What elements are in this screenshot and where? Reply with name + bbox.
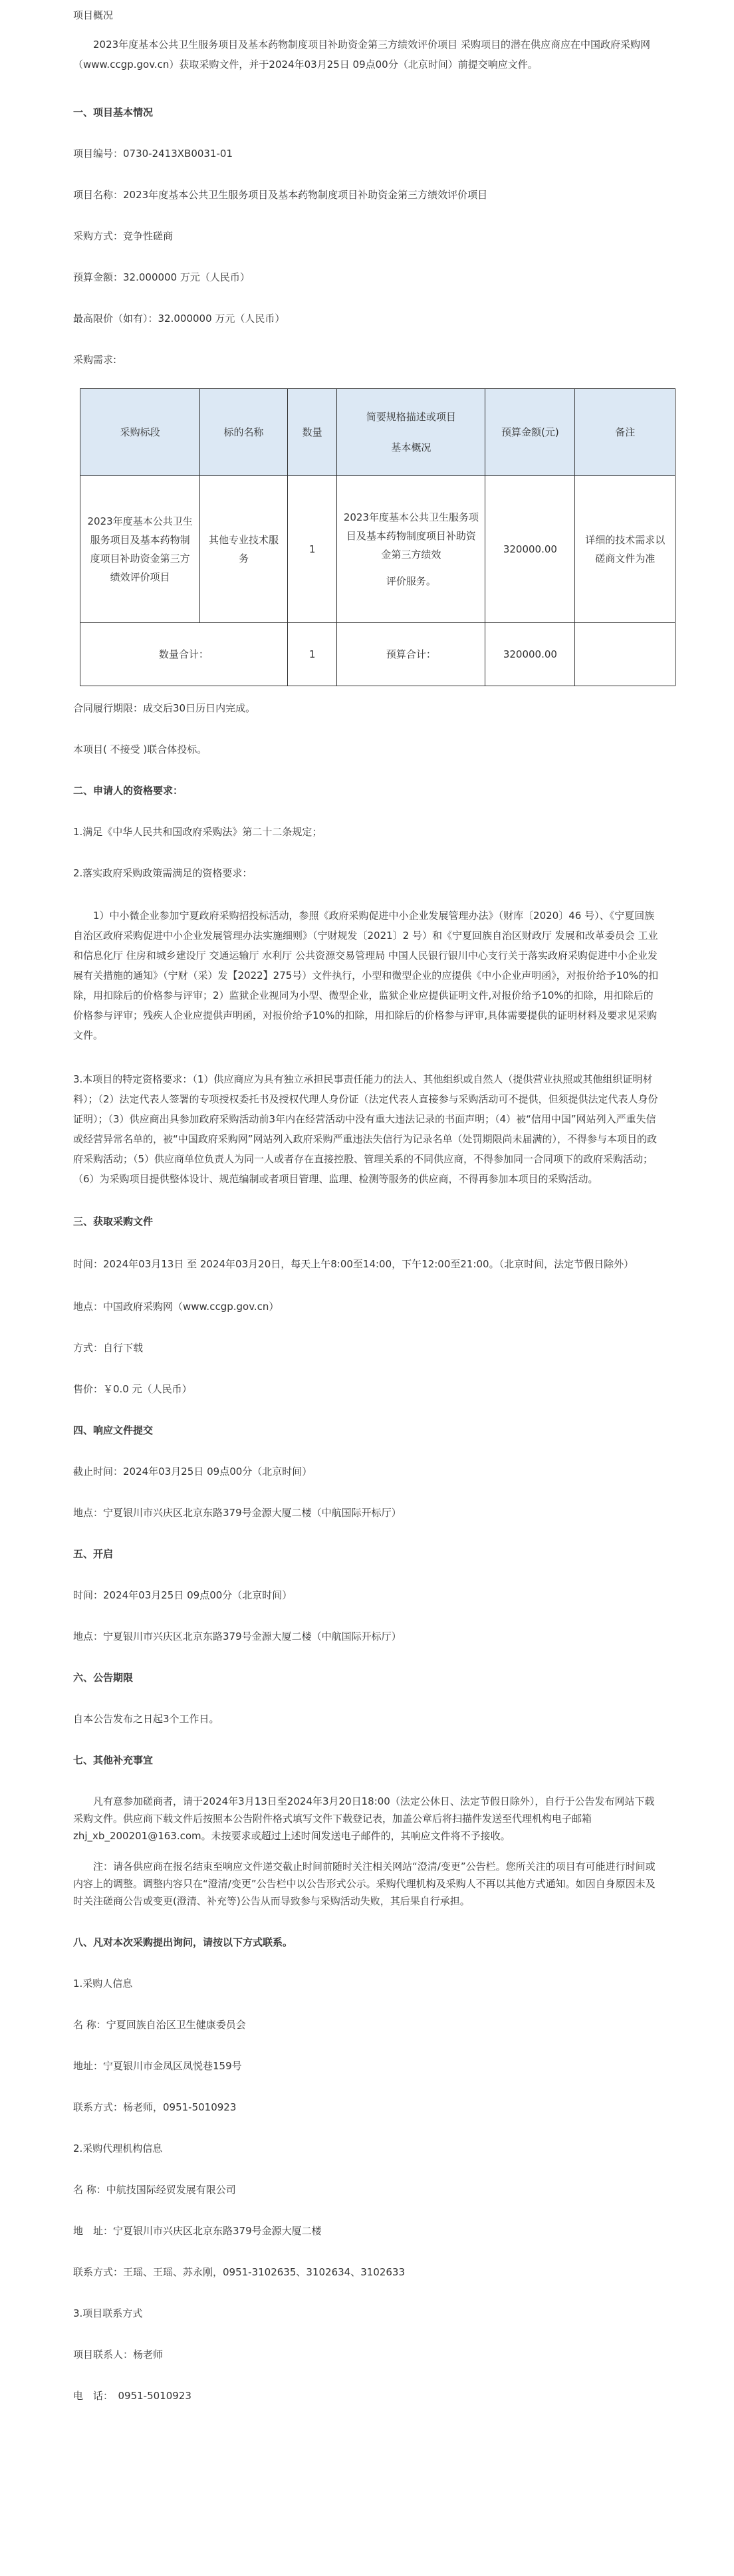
intro-paragraph: 2023年度基本公共卫生服务项目及基本药物制度项目补助资金第三方绩效评价项目 采购项目的潜在供应商应在中国政府采购网（www.ccgp.gov.cn）获取采购文件，并于2024年03月25日 09点00分（北京时间）前提交响应文件。 <box>73 39 650 70</box>
section-4-title: 四、响应文件提交 <box>73 1424 154 1436</box>
acquire-price: 售价：￥0.0 元（人民币） <box>73 1383 192 1395</box>
notice-period: 自本公告发布之日起3个工作日。 <box>73 1713 219 1725</box>
cell-name: 其他专业技术服务 <box>200 476 288 623</box>
acquire-method: 方式：自行下载 <box>73 1342 144 1354</box>
open-place: 地点：宁夏银川市兴庆区北京东路379号金源大厦二楼（中航国际开标厅） <box>73 1630 402 1642</box>
supplement-1: 凡有意参加磋商者，请于2024年3月13日至2024年3月20日18:00（法定公休日、法定节假日除外），自行于公告发布网站下载采购文件。供应商下载文件后按照本公告附件格式填写文件下载登记表，加盖公章后将扫描件发送至代理机构电子邮箱zhj_xb_200201@163.com。未按要求或超过上述时间发送电子邮件的，其响应文件将不予接收。 <box>73 1795 655 1842</box>
th-name: 标的名称 <box>200 389 288 476</box>
section-8-title: 八、凡对本次采购提出询问，请按以下方式联系。 <box>73 1936 293 1948</box>
project-contact-heading: 3.项目联系方式 <box>73 2307 143 2319</box>
cell-desc-line1: 2023年度基本公共卫生服务项目及基本药物制度项目补助资金第三方绩效 <box>343 511 479 561</box>
sum-note <box>575 623 675 686</box>
th-desc-line1: 简要规格描述或项目 <box>366 411 456 423</box>
buyer-contact: 联系方式：杨老师，0951-5010923 <box>73 2101 237 2113</box>
qualification-1: 1.满足《中华人民共和国政府采购法》第二十二条规定； <box>73 826 322 838</box>
acquire-time: 时间：2024年03月13日 至 2024年03月20日，每天上午8:00至14:00，下午12:00至21:00。（北京时间，法定节假日除外） <box>73 1258 634 1270</box>
buyer-address: 地址：宁夏银川市金凤区凤悦巷159号 <box>73 2060 242 2072</box>
buyer-heading: 1.采购人信息 <box>73 1978 133 1990</box>
sum-label: 数量合计： <box>80 623 288 686</box>
demand-label: 采购需求: <box>73 354 117 366</box>
table-row <box>80 476 675 623</box>
cell-desc <box>337 476 485 623</box>
cell-qty: 1 <box>287 476 337 623</box>
requirements-table <box>80 388 675 686</box>
sum-budget-label: 预算合计： <box>337 623 485 686</box>
project-contact-phone: 电 话： 0951-5010923 <box>73 2390 191 2402</box>
cell-note: 详细的技术需求以磋商文件为准 <box>575 476 675 623</box>
th-qty: 数量 <box>287 389 337 476</box>
section-6-title: 六、公告期限 <box>73 1672 134 1684</box>
th-section: 采购标段 <box>80 389 200 476</box>
budget-amount: 预算金额：32.000000 万元（人民币） <box>73 271 250 283</box>
agent-address: 地 址：宁夏银川市兴庆区北京东路379号金源大厦二楼 <box>73 2225 322 2237</box>
th-desc-line2: 基本概况 <box>391 442 431 453</box>
qualification-policy: 1）中小微企业参加宁夏政府采购招投标活动，参照《政府采购促进中小企业发展管理办法》（财库〔2020〕46 号）、《宁夏回族自治区政府采购促进中小企业发展管理办法实施细则》（宁财规发〔2021〕2 号）和《宁夏回族自治区财政厅 发展和改革委员会 工业和信息化厅 住房和城乡建设厅 交通运输厅 水利厅 公共资源交易管理局 中国人民银行银川中心支行关于落实政府采购促进中小企业发展有关措施的通知》（宁财（采）发【2022】275号）文件执行，小型和微型企业的应提供《中小企业声明函》，对报价给予10%的扣除，用扣除后的价格参与评审；2）监狱企业视同为小型、微型企业，监狱企业应提供证明文件,对报价给予10%的扣除，用扣除后的价格参与评审；残疾人企业应提供声明函，对报价给予10%的扣除，用扣除后的价格参与评审,具体需要提供的证明材料及要求见采购文件。 <box>73 910 659 1041</box>
supplement-2: 注：请各供应商在报名结束至响应文件递交截止时间前随时关注相关网站“澄清/变更”公告栏。您所关注的项目有可能进行时间或内容上的调整。调整内容只在“澄清/变更”公告栏中以公告形式公示。采购代理机构及采购人不再以其他方式通知。如因自身原因未及时关注磋商公告或变更(澄清、补充等)公告从而导致参与采购活动失败，其后果自行承担。 <box>73 1861 656 1907</box>
section-3-title: 三、获取采购文件 <box>73 1216 154 1227</box>
th-desc <box>337 389 485 476</box>
cell-section: 2023年度基本公共卫生服务项目及基本药物制度项目补助资金第三方绩效评价项目 <box>80 476 200 623</box>
agent-contact: 联系方式：王瑶、王瑶、苏永刚，0951-3102635、3102634、3102633 <box>73 2266 406 2278</box>
procurement-method: 采购方式：竞争性磋商 <box>73 230 174 242</box>
qualification-specific: 3.本项目的特定资格要求：（1）供应商应为具有独立承担民事责任能力的法人、其他组织或自然人（提供营业执照或其他组织证明材料）；（2）法定代表人签署的专项授权委托书及授权代理人身份证（法定代表人直接参与采购活动可不提供，但须提供法定代表人身份证明）；（3）供应商出具参加政府采购活动前3年内在经营活动中没有重大违法记录的书面声明；（4）被“信用中国”网站列入严重失信或经营异常名单的，被“中国政府采购网”网站列入政府采购严重违法失信行为记录名单（处罚期限尚未届满的），不得参与本项目的政府采购活动；（5）供应商单位负责人为同一人或者存在直接控股、管理关系的不同供应商，不得参加同一合同项下的政府采购活动；（6）为采购项目提供整体设计、规范编制或者项目管理、监理、检测等服务的供应商，不得再参加本项目的采购活动。 <box>73 1073 658 1185</box>
contract-period: 合同履行期限：成交后30日历日内完成。 <box>73 702 256 714</box>
table-header-row <box>80 389 675 476</box>
joint-bid: 本项目( 不接受 )联合体投标。 <box>73 743 207 755</box>
submit-place: 地点：宁夏银川市兴庆区北京东路379号金源大厦二楼（中航国际开标厅） <box>73 1507 402 1519</box>
max-price: 最高限价（如有）：32.000000 万元（人民币） <box>73 313 285 324</box>
agent-heading: 2.采购代理机构信息 <box>73 2142 163 2154</box>
project-number: 项目编号：0730-2413XB0031-01 <box>73 148 233 160</box>
section-5-title: 五、开启 <box>73 1548 114 1560</box>
sum-amount: 320000.00 <box>485 623 575 686</box>
sum-qty: 1 <box>287 623 337 686</box>
buyer-name: 名 称：宁夏回族自治区卫生健康委员会 <box>73 2019 246 2031</box>
agent-name: 名 称：中航技国际经贸发展有限公司 <box>73 2184 236 2196</box>
open-time: 时间：2024年03月25日 09点00分（北京时间） <box>73 1589 293 1601</box>
cell-desc-line2: 评价服务。 <box>386 575 436 587</box>
th-note: 备注 <box>575 389 675 476</box>
th-amount: 预算金额(元) <box>485 389 575 476</box>
acquire-place: 地点：中国政府采购网（www.ccgp.gov.cn） <box>73 1301 279 1313</box>
project-name: 项目名称：2023年度基本公共卫生服务项目及基本药物制度项目补助资金第三方绩效评价项目 <box>73 189 488 201</box>
project-contact-person: 项目联系人：杨老师 <box>73 2349 164 2361</box>
section-1-title: 一、项目基本情况 <box>73 106 154 118</box>
table-sum-row <box>80 623 675 686</box>
submit-deadline: 截止时间：2024年03月25日 09点00分（北京时间） <box>73 1466 312 1478</box>
section-2-title: 二、申请人的资格要求： <box>73 785 184 797</box>
overview-title: 项目概况 <box>73 9 114 21</box>
section-7-title: 七、其他补充事宜 <box>73 1754 154 1766</box>
qualification-2: 2.落实政府采购政策需满足的资格要求： <box>73 867 253 879</box>
cell-amount: 320000.00 <box>485 476 575 623</box>
